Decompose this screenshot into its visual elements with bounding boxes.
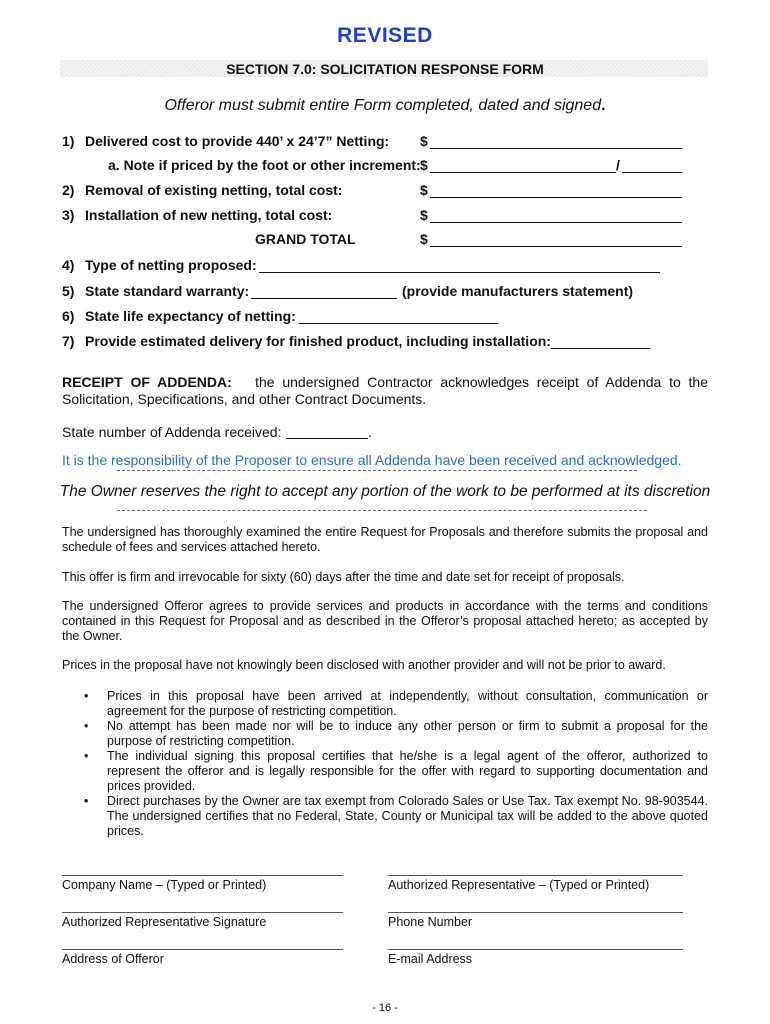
addenda-number-label: State number of Addenda received: [62,424,282,440]
q2-number: 2) [62,182,75,198]
phone-label: Phone Number [388,915,473,929]
addenda-statement [62,374,708,408]
owner-notice: The Owner reserves the right to accept any portion of the work to be performed at its discretion [59,483,711,500]
q2-cost-field[interactable] [430,197,682,198]
q5-number: 5) [62,283,75,299]
q6-life-expectancy-field[interactable] [299,323,498,324]
authorized-rep-printed-line[interactable] [388,875,683,876]
q4-netting-type-field[interactable] [259,272,660,273]
form-instruction [0,97,770,115]
q1a-currency: $ [420,157,428,173]
q3-label: Installation of new netting, total cost: [85,207,333,223]
list-item: • Direct purchases by the Owner are tax exempt from Colorado Sales or Use Tax. Tax exempt No. 98-903544. The undersigned certifies that no Federal, State, County or Municipal tax will be added to the above quoted prices. [62,794,708,839]
q6-label: State life expectancy of netting: [85,308,296,324]
list-item: • Prices in this proposal have been arrived at independently, without consultation, communication or agreement for the purpose of restricting competition. [62,689,708,719]
signature-line[interactable] [62,912,343,913]
paragraph-disclosure: Prices in the proposal have not knowingly been disclosed with another provider and will not be prior to award. [62,658,666,672]
q1a-label: a. Note if priced by the foot or other increment: [108,157,421,173]
divider-bottom [117,510,647,511]
q1-number: 1) [62,133,75,149]
paragraph-examined: The undersigned has thoroughly examined the entire Request for Proposals and therefore submits the proposal and schedule of fees and services attached hereto. [62,525,708,554]
instruction-period: . [601,97,606,114]
instruction-text: Offeror must submit entire Form completed, dated and signed [164,97,602,114]
q7-delivery-field[interactable] [551,348,650,349]
authorized-rep-printed-label: Authorized Representative – (Typed or Printed) [388,878,650,892]
list-item: • No attempt has been made nor will be to induce any other person or firm to submit a proposal for the purpose of restricting competition. [62,719,708,749]
q3-currency: $ [420,207,428,223]
addenda-number-field[interactable] [286,438,368,439]
email-label: E-mail Address [388,952,473,966]
q7-label: Provide estimated delivery for finished product, including installation: [85,333,551,349]
q1a-increment-field[interactable] [622,172,682,173]
section-title: SECTION 7.0: SOLICITATION RESPONSE FORM [226,61,544,77]
address-label: Address of Offeror [62,952,164,966]
addenda-number-end: . [368,424,372,440]
q1a-price-field[interactable] [430,172,616,173]
page-number: - 16 - [372,1002,398,1014]
company-name-label: Company Name – (Typed or Printed) [62,878,267,892]
signature-label: Authorized Representative Signature [62,915,267,929]
q2-currency: $ [420,182,428,198]
email-line[interactable] [388,949,683,950]
q3-cost-field[interactable] [430,222,682,223]
q5-label: State standard warranty: [85,283,250,299]
divider-top [117,470,637,471]
q1-label: Delivered cost to provide 440’ x 24’7” Netting: [85,133,390,149]
grand-total-field[interactable] [430,246,682,247]
addenda-heading: RECEIPT OF ADDENDA: [62,374,232,390]
q4-number: 4) [62,257,75,273]
q1-currency: $ [420,133,428,149]
q3-number: 3) [62,207,75,223]
paragraph-agreement: The undersigned Offeror agrees to provide services and products in accordance with the terms and conditions contained in this Request for Proposal and as described in the Offeror’s proposal attached hereto; as accepted by the Owner. [62,599,708,643]
q4-label: Type of netting proposed: [85,257,257,273]
q2-label: Removal of existing netting, total cost: [85,182,343,198]
grand-total-label: GRAND TOTAL [255,231,356,247]
phone-line[interactable] [388,912,683,913]
revised-stamp: REVISED [337,24,433,47]
q7-number: 7) [62,333,75,349]
q1a-slash: / [616,157,620,173]
q1-cost-field[interactable] [430,148,682,149]
q5-note: (provide manufacturers statement) [402,283,634,299]
company-name-line[interactable] [62,875,343,876]
paragraph-firm-offer: This offer is firm and irrevocable for sixty (60) days after the time and date set for receipt of proposals. [62,570,625,584]
addenda-text: the undersigned Contractor acknowledges receipt of Addenda to the Solicitation, Specifications, and other Contract Documents. [62,374,709,407]
address-line[interactable] [62,949,343,950]
addenda-responsibility: It is the responsibility of the Proposer to ensure all Addenda have been received and acknowledged. [62,452,682,468]
grand-total-currency: $ [420,231,428,247]
certification-list [62,689,708,839]
list-item: • The individual signing this proposal certifies that he/she is a legal agent of the offeror, authorized to represent the offeror and is legally responsible for the offer with regard to supporting documentation and prices provided. [62,749,708,794]
q5-warranty-field[interactable] [251,298,397,299]
q6-number: 6) [62,308,75,324]
